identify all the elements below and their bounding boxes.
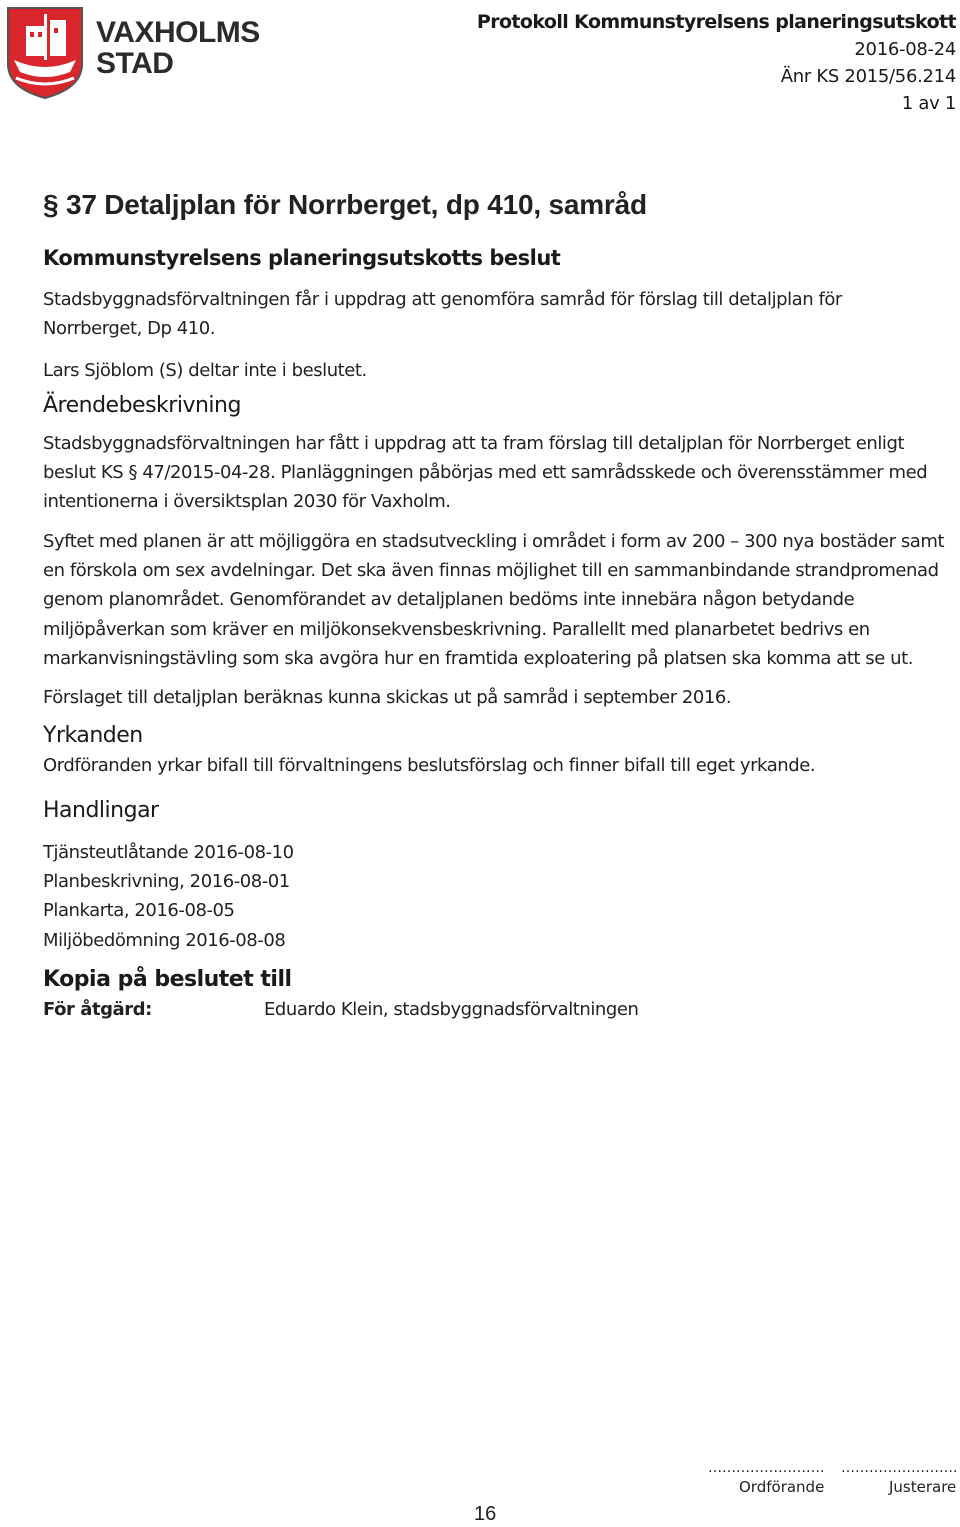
adjuster-label: Justerare [889, 1478, 957, 1496]
document-body [43, 183, 943, 1024]
adjuster-signature-line: ……………………. [841, 1460, 958, 1476]
decision-note: Lars Sjöblom (S) deltar inte i beslutet. [43, 359, 367, 381]
decision-text: Stadsbyggnadsförvaltningen får i uppdrag att genomföra samråd för förslag till detaljplan för Norrberget, Dp 410. [43, 289, 842, 340]
case-description-heading: Ärendebeskrivning [43, 392, 241, 418]
municipality-logo [4, 4, 260, 102]
document-item: Plankarta, 2016-08-05 [43, 900, 235, 922]
case-description-paragraph-2: Syftet med planen är att möjliggöra en stadsutveckling i området i form av 200 – 300 nya bostäder samt en förskola om sex avdelningar. Det ska även finnas möjlighet till en sammanbindande strandpromenad genom planområdet. Genomförandet av detaljplanen bedöms inte innebära någon betydande miljöpåverkan som kräver en miljökonsekvensbeskrivning. Parallellt med planarbetet bedrivs en markanvisningstävling som ska avgöra hur en framtida exploatering på platsen ska komma att se ut. [43, 530, 945, 669]
case-description-paragraph-1: Stadsbyggnadsförvaltningen har fått i uppdrag att ta fram förslag till detaljplan för Norrberget enligt beslut KS § 47/2015-04-28. Planläggningen påbörjas med ett samrådsskede och överensstämmer med intentionerna i översiktsplan 2030 för Vaxholm. [43, 432, 928, 513]
document-item: Miljöbedömning 2016-08-08 [43, 929, 286, 951]
chair-signature-line: ……………………. [708, 1460, 825, 1476]
decision-heading: Kommunstyrelsens planeringsutskotts beslut [43, 246, 561, 270]
case-description-paragraph-3: Förslaget till detaljplan beräknas kunna skickas ut på samråd i september 2016. [43, 687, 732, 709]
chair-label: Ordförande [739, 1478, 825, 1496]
copy-to-heading: Kopia på beslutet till [43, 967, 292, 993]
case-number: Änr KS 2015/56.214 [780, 66, 956, 87]
logo-line-1: VAXHOLMS [96, 16, 260, 49]
documents-heading: Handlingar [43, 797, 159, 823]
protocol-title: Protokoll Kommunstyrelsens planeringsutskott [476, 11, 956, 33]
logo-line-2: STAD [96, 47, 174, 80]
logo-wordmark [96, 18, 260, 80]
document-item: Tjänsteutlåtande 2016-08-10 [43, 841, 294, 863]
motions-text: Ordföranden yrkar bifall till förvaltningens beslutsförslag och finner bifall till eget yrkande. [43, 754, 816, 776]
copy-to-row [43, 995, 943, 1024]
document-header [477, 8, 956, 117]
document-item: Planbeskrivning, 2016-08-01 [43, 871, 290, 893]
protocol-date: 2016-08-24 [854, 39, 956, 60]
motions-heading: Yrkanden [43, 722, 143, 748]
ship-shield-icon [4, 4, 86, 100]
page-number: 16 [474, 1503, 497, 1525]
copy-to-recipient: Eduardo Klein, stadsbyggnadsförvaltningen [264, 999, 639, 1021]
copy-to-label: För åtgärd: [43, 999, 152, 1021]
page-count: 1 av 1 [901, 93, 956, 114]
section-heading: § 37 Detaljplan för Norrberget, dp 410, samråd [43, 189, 647, 220]
